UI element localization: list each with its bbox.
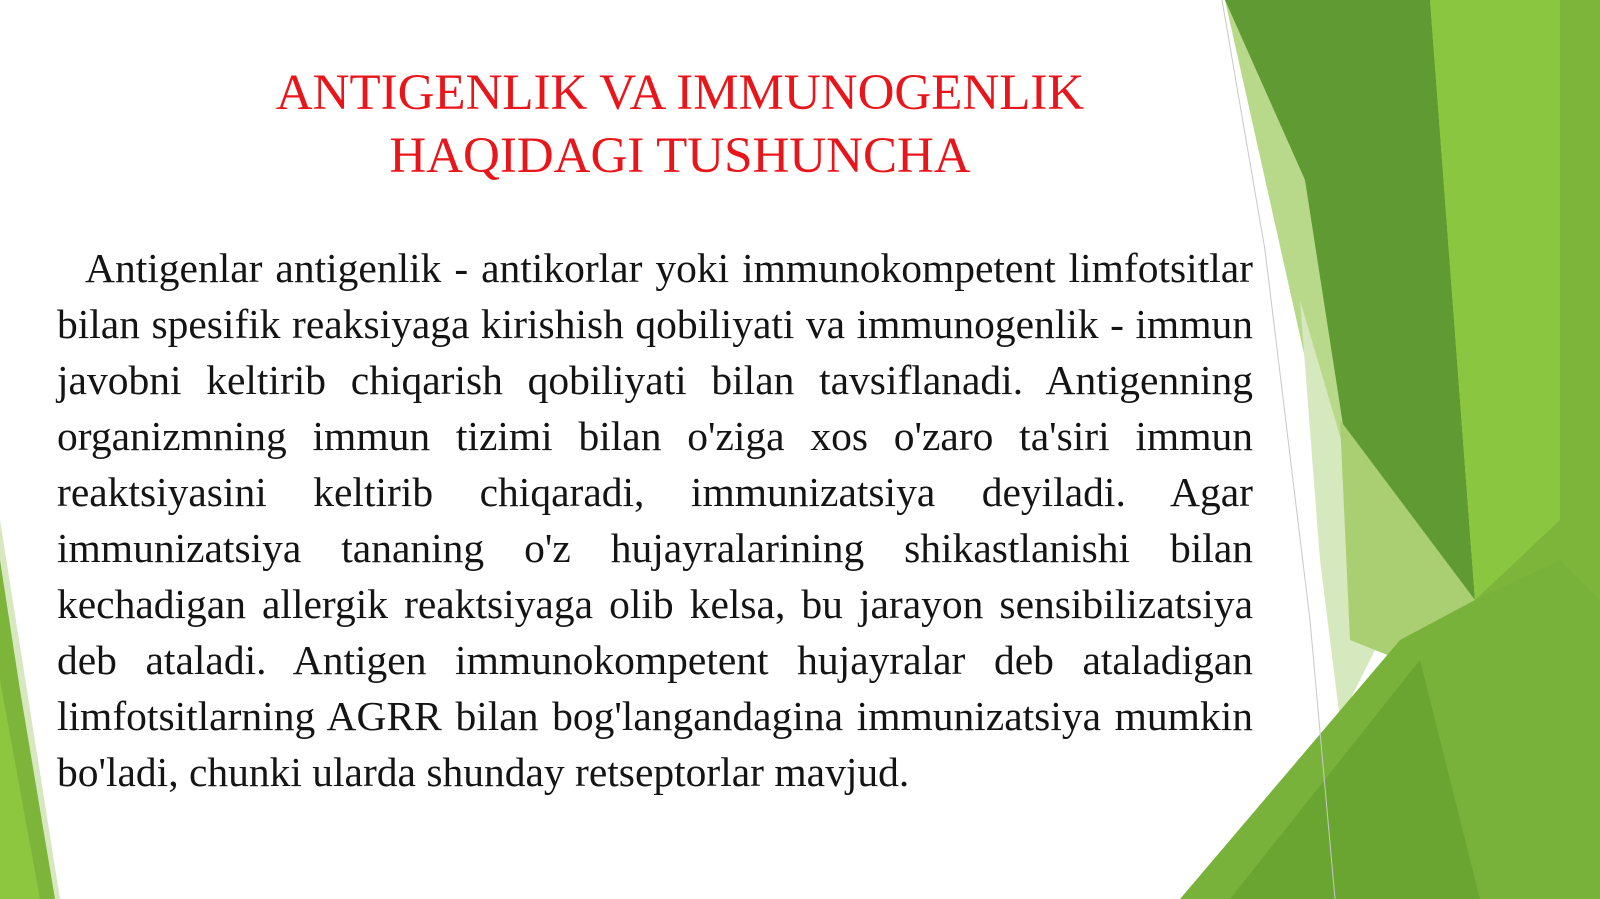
title-line-1: ANTIGENLIK VA IMMUNOGENLIK bbox=[275, 65, 1085, 121]
slide-title bbox=[150, 62, 1210, 188]
body-paragraph: Antigenlar antigenlik - antikorlar yoki immunokompetent limfotsitlar bilan spesifik reaksiyaga kirishish qobiliyati va immunogenlik - immun javobni keltirib chiqarish qobiliyati bilan tavsiflanadi. Antigenning organizmning immun tizimi bilan o'ziga xos o'zaro ta'siri immun reaktsiyasini keltirib chiqaradi, immunizatsiya deyiladi. Agar immunizatsiya tananing o'z hujayralarining shikastlanishi bilan kechadigan allergik reaktsiyaga olib kelsa, bu jarayon sensibilizatsiya deb ataladi. Antigen immunokompetent hujayralar deb ataladigan limfotsitlarning AGRR bilan bog'langandagina immunizatsiya mumkin bo'ladi, chunki ularda shunday retseptorlar mavjud. bbox=[57, 245, 1253, 795]
title-line-2: HAQIDAGI TUSHUNCHA bbox=[389, 128, 971, 184]
